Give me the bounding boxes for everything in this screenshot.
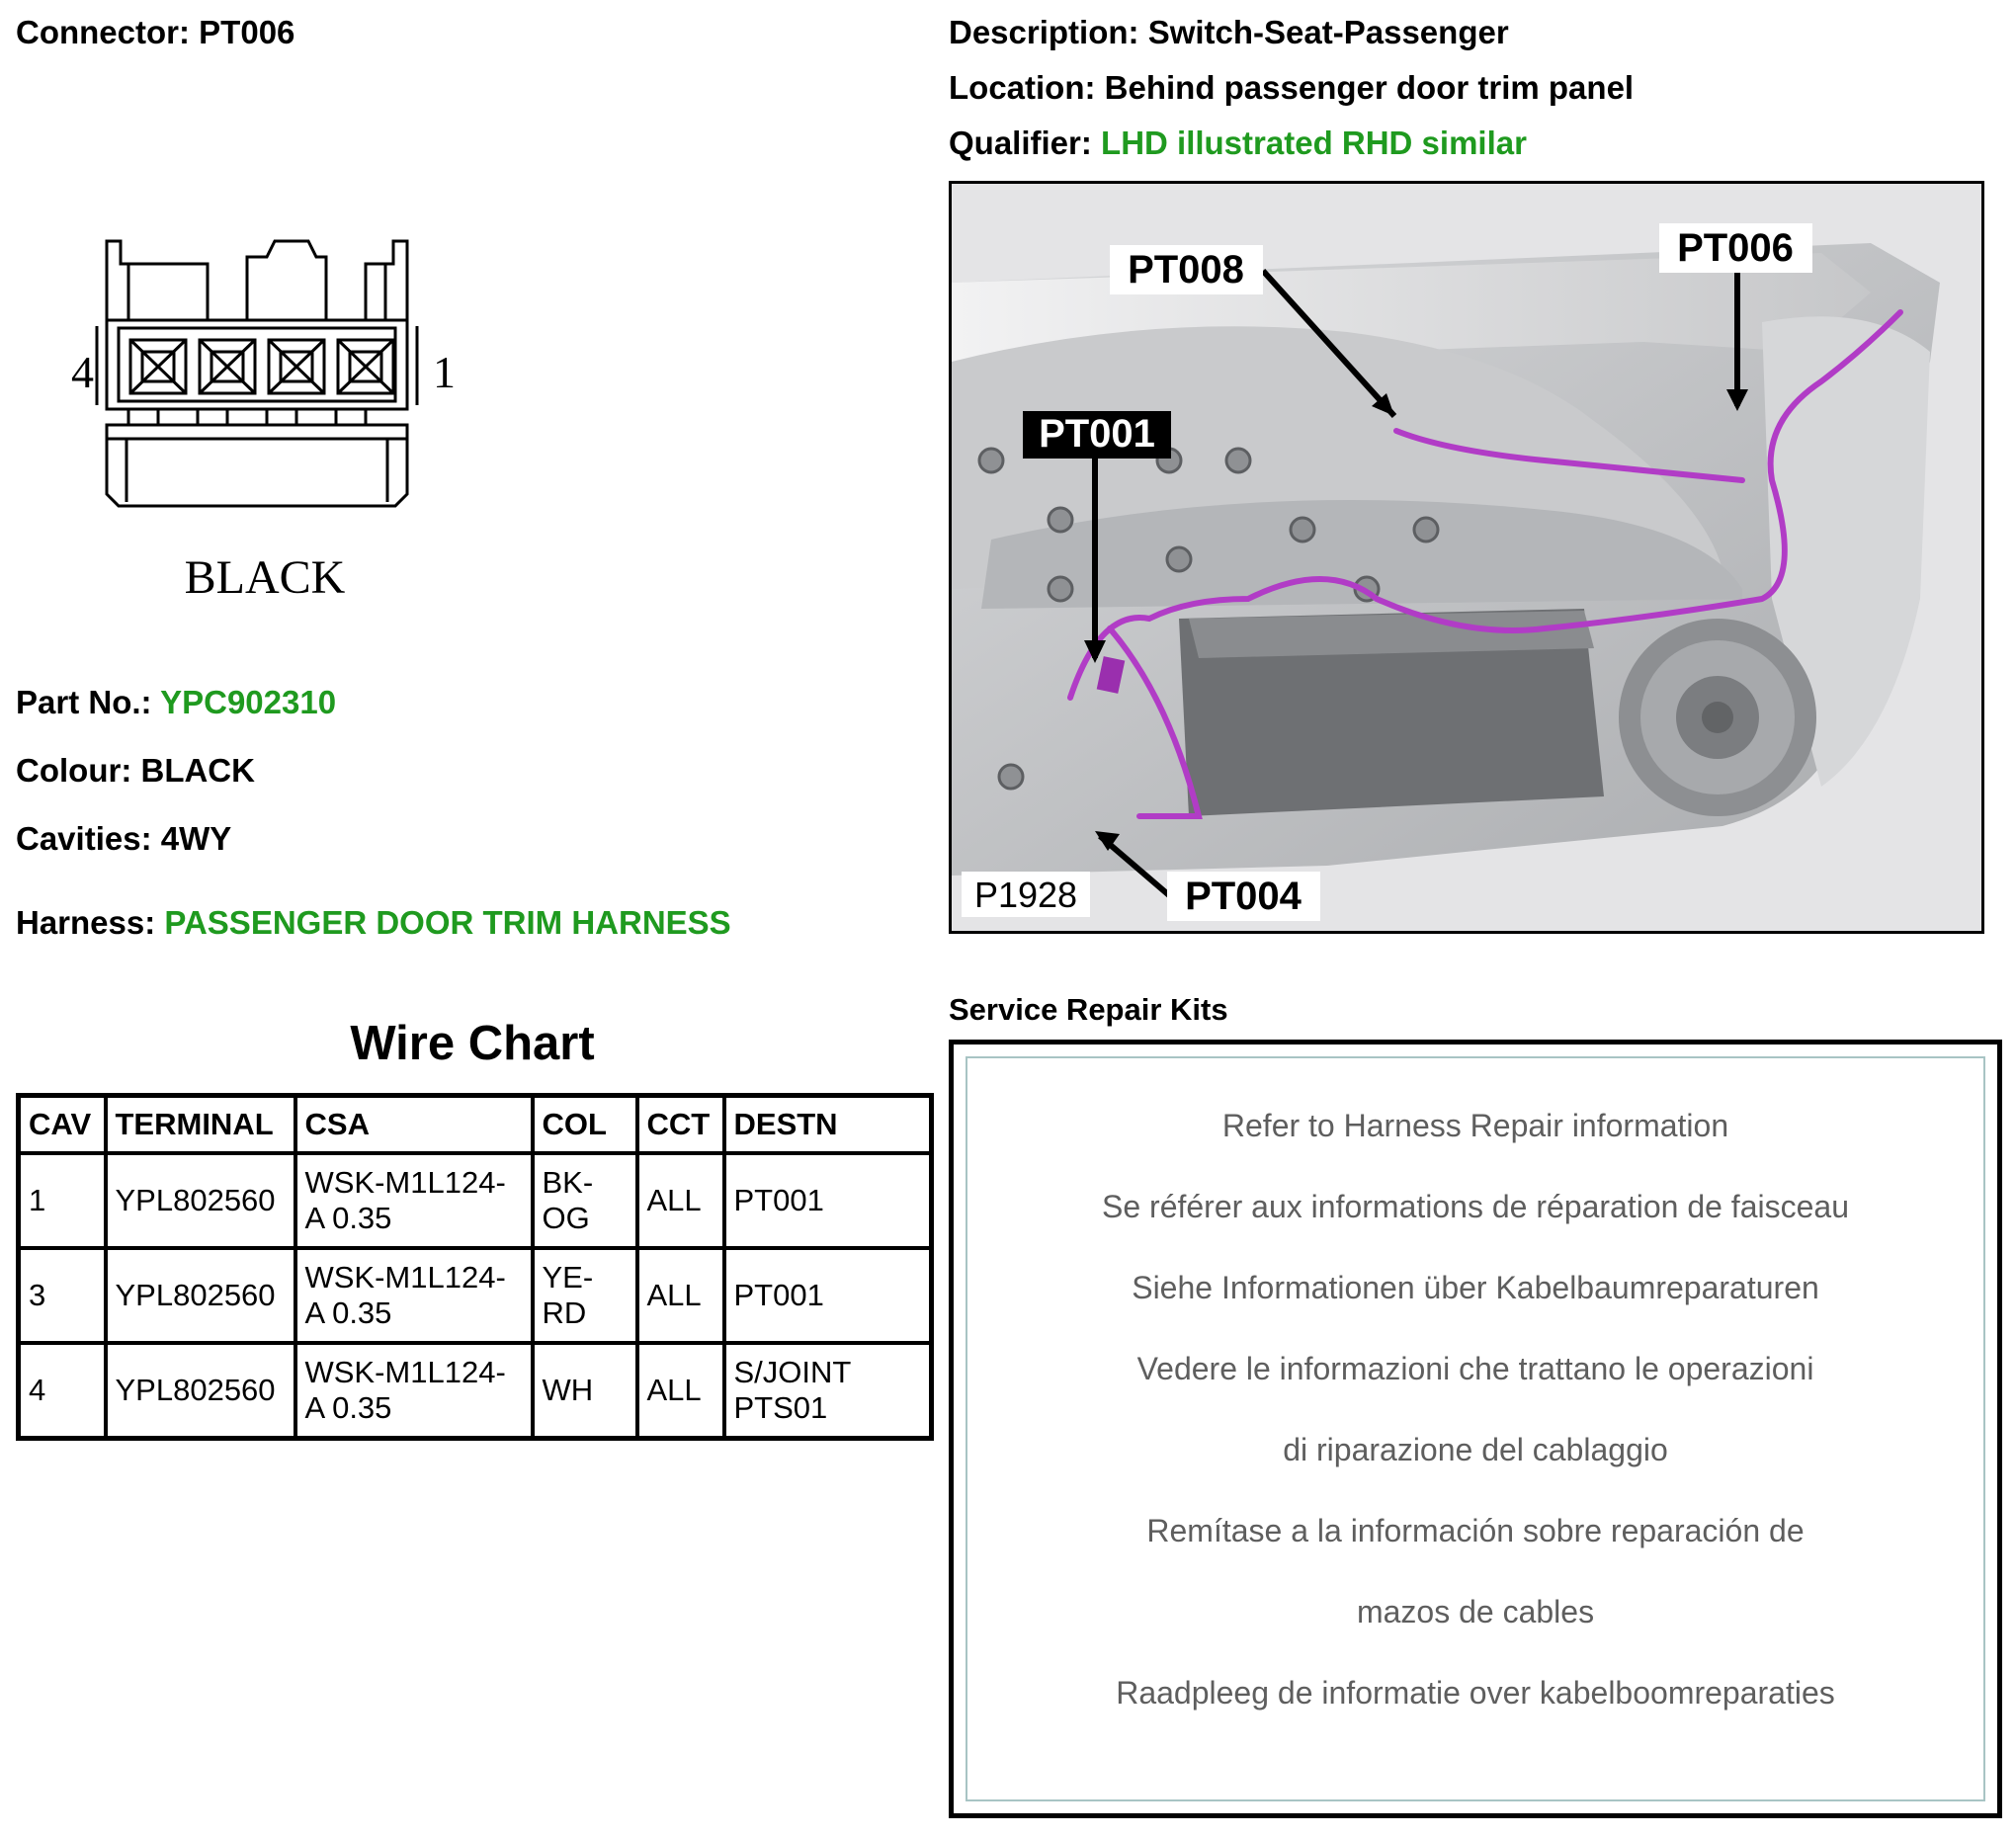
cavities-line: [16, 820, 231, 858]
connector-line: [16, 14, 294, 51]
cell-col: [533, 1248, 637, 1343]
cavities-label: Cavities:: [16, 820, 152, 857]
col-line-1: WH: [542, 1373, 594, 1407]
kit-line-es-2: mazos de cables: [1356, 1594, 1595, 1629]
cell-csa: [295, 1343, 533, 1439]
pin-4-label: 4: [71, 347, 94, 397]
table-row: [19, 1248, 932, 1343]
col-line-1: BK-: [542, 1165, 594, 1200]
cavities-value: 4WY: [160, 820, 232, 857]
harness-value[interactable]: PASSENGER DOOR TRIM HARNESS: [164, 904, 731, 941]
description-line: [949, 14, 1509, 51]
qualifier-line: [949, 125, 1527, 162]
cell-csa: [295, 1153, 533, 1248]
cell-cav: 3: [19, 1248, 106, 1343]
table-row: [19, 1153, 932, 1248]
kit-line-fr: Se référer aux informations de réparation de faisceau: [1102, 1189, 1849, 1224]
description-label: Description:: [949, 14, 1139, 50]
cell-destn: [724, 1153, 932, 1248]
door-trim-illustration: [952, 184, 1981, 931]
csa-line-2: A 0.35: [304, 1390, 392, 1425]
kit-line-it-1: Vedere le informazioni che trattano le operazioni: [1136, 1351, 1814, 1386]
callout-pt006: PT006: [1677, 226, 1794, 270]
location-label: Location:: [949, 69, 1096, 106]
part-number-line: [16, 684, 336, 721]
destn-line-2: PTS01: [733, 1390, 828, 1425]
csa-line-2: A 0.35: [304, 1295, 392, 1330]
csa-line-1: WSK-M1L124-: [304, 1260, 506, 1295]
table-row: [19, 1343, 932, 1439]
cell-cct: ALL: [637, 1248, 724, 1343]
col-line-2: RD: [542, 1295, 587, 1330]
csa-line-1: WSK-M1L124-: [304, 1165, 506, 1200]
cell-destn: [724, 1248, 932, 1343]
harness-label: Harness:: [16, 904, 156, 941]
cell-destn: [724, 1343, 932, 1439]
qualifier-value[interactable]: LHD illustrated RHD similar: [1101, 125, 1527, 161]
wire-chart-table: [16, 1093, 934, 1441]
cell-cct: ALL: [637, 1343, 724, 1439]
callout-pt001: PT001: [1039, 412, 1155, 456]
cell-cav: 4: [19, 1343, 106, 1439]
destn-line-1: PT001: [733, 1183, 824, 1217]
cell-csa: [295, 1248, 533, 1343]
col-line-1: YE-: [542, 1260, 594, 1295]
harness-line: [16, 904, 731, 942]
qualifier-label: Qualifier:: [949, 125, 1092, 161]
col-line-2: OG: [542, 1201, 590, 1235]
pin-1-label: 1: [433, 347, 456, 397]
connector-label: Connector:: [16, 14, 190, 50]
callout-pt004: PT004: [1185, 875, 1302, 918]
cell-col: [533, 1343, 637, 1439]
colour-line: [16, 752, 255, 790]
service-repair-kits-box: [949, 1040, 2002, 1818]
cell-col: [533, 1153, 637, 1248]
header-destn: DESTN: [724, 1096, 932, 1154]
csa-line-1: WSK-M1L124-: [304, 1355, 506, 1389]
cell-cav: 1: [19, 1153, 106, 1248]
header-terminal: TERMINAL: [106, 1096, 295, 1154]
cell-terminal: YPL802560: [106, 1248, 295, 1343]
header-csa: CSA: [295, 1096, 533, 1154]
connector-colour-caption: BLACK: [184, 551, 346, 604]
header-cav: CAV: [19, 1096, 106, 1154]
description-value: Switch-Seat-Passenger: [1147, 14, 1509, 50]
header-cct: CCT: [637, 1096, 724, 1154]
colour-value: BLACK: [140, 752, 255, 789]
image-code: P1928: [973, 875, 1078, 915]
location-value: Behind passenger door trim panel: [1104, 69, 1635, 106]
service-repair-kits-title: Service Repair Kits: [949, 992, 1228, 1027]
cell-terminal: YPL802560: [106, 1153, 295, 1248]
destn-line-1: PT001: [733, 1278, 824, 1312]
kit-line-en: Refer to Harness Repair information: [1221, 1108, 1729, 1143]
kit-line-es-1: Remítase a la información sobre reparación de: [1146, 1513, 1805, 1548]
kit-line-de: Siehe Informationen über Kabelbaumreparaturen: [1132, 1270, 1819, 1305]
header-col: COL: [533, 1096, 637, 1154]
wire-chart-title: Wire Chart: [350, 1017, 595, 1070]
csa-line-2: A 0.35: [304, 1201, 392, 1235]
connector-face-diagram: [69, 229, 464, 615]
door-trim-location-photo: [949, 181, 1984, 934]
cell-terminal: YPL802560: [106, 1343, 295, 1439]
kit-line-it-2: di riparazione del cablaggio: [1283, 1432, 1668, 1467]
colour-label: Colour:: [16, 752, 132, 789]
cell-cct: ALL: [637, 1153, 724, 1248]
part-number-value[interactable]: YPC902310: [160, 684, 337, 720]
service-repair-kits-inner: [966, 1056, 1985, 1801]
table-header-row: [19, 1096, 932, 1154]
location-line: [949, 69, 1634, 107]
part-number-label: Part No.:: [16, 684, 152, 720]
callout-pt008: PT008: [1128, 248, 1244, 292]
connector-value: PT006: [199, 14, 295, 50]
kit-line-nl: Raadpleeg de informatie over kabelboomreparaties: [1116, 1675, 1835, 1711]
destn-line-1: S/JOINT: [733, 1355, 852, 1389]
